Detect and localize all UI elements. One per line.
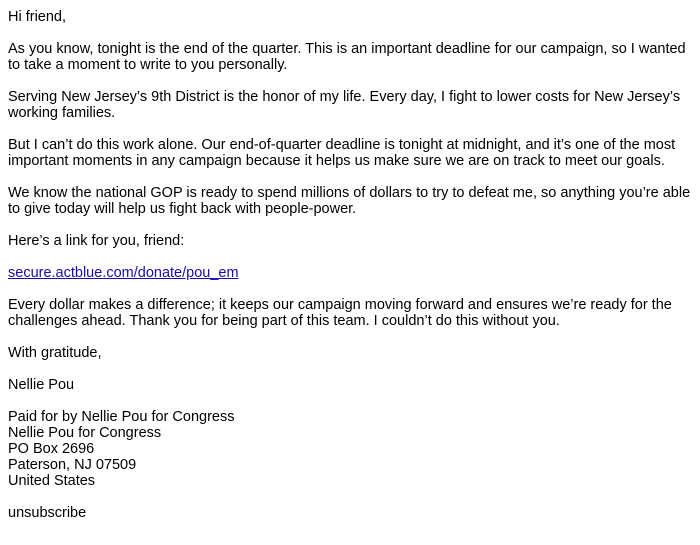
paragraph-gop: We know the national GOP is ready to spend millions of dollars to try to defeat me, so anything you’re able to give today will help us fight back with people-power. bbox=[8, 185, 691, 217]
signoff: With gratitude, bbox=[8, 345, 102, 361]
paragraph-district: Serving New Jersey’s 9th District is the honor of my life. Every day, I fight to lower costs for New Jersey’s working families. bbox=[8, 89, 681, 121]
footer-city: Paterson, NJ 07509 bbox=[8, 457, 137, 473]
paragraph-midnight-deadline: But I can’t do this work alone. Our end-of-quarter deadline is tonight at midnight, and it’s one of the most important moments in any campaign because it helps us make sure we are on track to meet our goals. bbox=[8, 137, 676, 169]
footer-address bbox=[8, 409, 692, 489]
unsubscribe-paragraph bbox=[8, 505, 692, 521]
paragraph-link-intro: Here’s a link for you, friend: bbox=[8, 233, 185, 249]
paragraph-closing: Every dollar makes a difference; it keeps our campaign moving forward and ensures we’re ready for the challenges ahead. Thank you for being part of this team. I couldn’t do this without you. bbox=[8, 297, 672, 329]
footer-org: Nellie Pou for Congress bbox=[8, 425, 162, 441]
greeting: Hi friend, bbox=[8, 9, 67, 25]
signature: Nellie Pou bbox=[8, 377, 75, 393]
paragraph-quarter-deadline: As you know, tonight is the end of the quarter. This is an important deadline for our campaign, so I wanted to take a moment to write to you personally. bbox=[8, 41, 686, 73]
unsubscribe-link[interactable]: unsubscribe bbox=[8, 505, 87, 521]
footer-country: United States bbox=[8, 473, 96, 489]
footer-paid-for: Paid for by Nellie Pou for Congress bbox=[8, 409, 235, 425]
donate-link[interactable]: secure.actblue.com/donate/pou_em bbox=[8, 265, 239, 281]
donate-link-paragraph bbox=[8, 265, 692, 281]
footer-po-box: PO Box 2696 bbox=[8, 441, 95, 457]
